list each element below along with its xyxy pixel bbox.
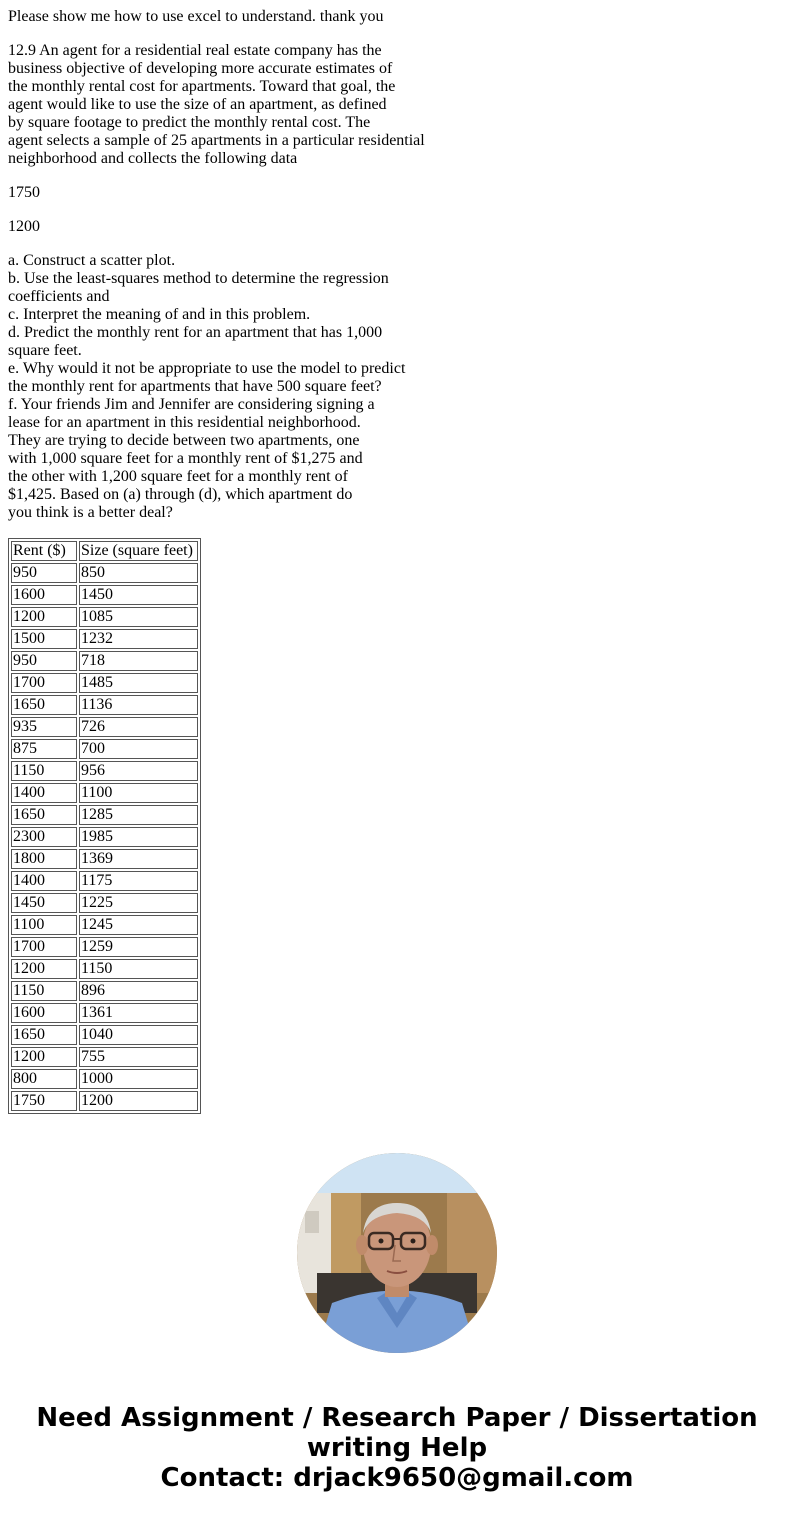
- rent-cell: 800: [11, 1069, 77, 1089]
- size-cell: 700: [79, 739, 198, 759]
- rent-cell: 1600: [11, 585, 77, 605]
- problem-line: agent would like to use the size of an apartment, as defined: [8, 96, 387, 113]
- table-row: [11, 761, 198, 781]
- rent-cell: 1450: [11, 893, 77, 913]
- rent-cell: 1500: [11, 629, 77, 649]
- table-row: [11, 695, 198, 715]
- size-cell: 1369: [79, 849, 198, 869]
- table-row: [11, 783, 198, 803]
- size-cell: 1232: [79, 629, 198, 649]
- table-row: [11, 805, 198, 825]
- intro-text: Please show me how to use excel to understand. thank you: [8, 8, 384, 25]
- table-row: [11, 1003, 198, 1023]
- table-row: [11, 651, 198, 671]
- table-row: [11, 739, 198, 759]
- table-row: [11, 959, 198, 979]
- question-line: with 1,000 square feet for a monthly rent of $1,275 and: [8, 450, 363, 467]
- question-line: $1,425. Based on (a) through (d), which apartment do: [8, 486, 353, 503]
- rent-cell: 950: [11, 563, 77, 583]
- table-row: [11, 849, 198, 869]
- question-line: They are trying to decide between two apartments, one: [8, 432, 360, 449]
- problem-line: neighborhood and collects the following data: [8, 150, 298, 167]
- rent-cell: 1650: [11, 805, 77, 825]
- rent-cell: 1800: [11, 849, 77, 869]
- table-row: [11, 1047, 198, 1067]
- rent-cell: 1700: [11, 673, 77, 693]
- table-header-row: [11, 541, 198, 561]
- rent-cell: 1100: [11, 915, 77, 935]
- problem-line: business objective of developing more accurate estimates of: [8, 60, 393, 77]
- question-line: e. Why would it not be appropriate to use the model to predict: [8, 360, 406, 377]
- table-row: [11, 1069, 198, 1089]
- question-line: c. Interpret the meaning of and in this problem.: [8, 306, 311, 323]
- size-header: Size (square feet): [79, 541, 198, 561]
- table-row: [11, 629, 198, 649]
- question-content: [8, 8, 788, 1114]
- size-cell: 1000: [79, 1069, 198, 1089]
- problem-line: by square footage to predict the monthly rental cost. The: [8, 114, 371, 131]
- table-body: [11, 563, 198, 1111]
- problem-statement: [8, 42, 788, 168]
- rent-cell: 2300: [11, 827, 77, 847]
- size-cell: 1485: [79, 673, 198, 693]
- rent-cell: 1200: [11, 959, 77, 979]
- question-line: coefficients and: [8, 288, 110, 305]
- size-cell: 956: [79, 761, 198, 781]
- rent-cell: 935: [11, 717, 77, 737]
- rent-cell: 1400: [11, 783, 77, 803]
- size-cell: 755: [79, 1047, 198, 1067]
- rent-header: Rent ($): [11, 541, 77, 561]
- table-row: [11, 563, 198, 583]
- size-cell: 1100: [79, 783, 198, 803]
- problem-line: the monthly rental cost for apartments. Toward that goal, the: [8, 78, 396, 95]
- question-line: lease for an apartment in this residential neighborhood.: [8, 414, 361, 431]
- size-cell: 1259: [79, 937, 198, 957]
- question-line: d. Predict the monthly rent for an apartment that has 1,000: [8, 324, 383, 341]
- rent-cell: 950: [11, 651, 77, 671]
- stray-value-2: 1200: [8, 218, 40, 235]
- rent-cell: 1200: [11, 607, 77, 627]
- table-row: [11, 981, 198, 1001]
- problem-line: agent selects a sample of 25 apartments in a particular residential: [8, 132, 425, 149]
- question-line: f. Your friends Jim and Jennifer are considering signing a: [8, 396, 375, 413]
- contact-footer: [0, 1403, 794, 1493]
- question-line: b. Use the least-squares method to determine the regression: [8, 270, 389, 287]
- size-cell: 1175: [79, 871, 198, 891]
- table-row: [11, 871, 198, 891]
- question-line: the other with 1,200 square feet for a monthly rent of: [8, 468, 348, 485]
- table-row: [11, 937, 198, 957]
- table-row: [11, 717, 198, 737]
- avatar-image: [297, 1153, 497, 1353]
- table-row: [11, 915, 198, 935]
- rent-cell: 1600: [11, 1003, 77, 1023]
- table-row: [11, 607, 198, 627]
- size-cell: 1150: [79, 959, 198, 979]
- table-row: [11, 1025, 198, 1045]
- question-line: a. Construct a scatter plot.: [8, 252, 176, 269]
- size-cell: 1200: [79, 1091, 198, 1111]
- footer-line-2: writing Help: [306, 1433, 488, 1463]
- question-line: you think is a better deal?: [8, 504, 173, 521]
- size-cell: 1985: [79, 827, 198, 847]
- rent-cell: 1200: [11, 1047, 77, 1067]
- rent-cell: 1650: [11, 695, 77, 715]
- rent-cell: 1700: [11, 937, 77, 957]
- size-cell: 850: [79, 563, 198, 583]
- rent-cell: 875: [11, 739, 77, 759]
- table-row: [11, 1091, 198, 1111]
- footer-contact-line: Contact: drjack9650@gmail.com: [160, 1463, 634, 1493]
- stray-value-1: 1750: [8, 184, 40, 201]
- table-row: [11, 893, 198, 913]
- question-line: the monthly rent for apartments that have 500 square feet?: [8, 378, 382, 395]
- size-cell: 1040: [79, 1025, 198, 1045]
- size-cell: 896: [79, 981, 198, 1001]
- table-row: [11, 585, 198, 605]
- question-line: square feet.: [8, 342, 82, 359]
- table-row: [11, 827, 198, 847]
- rent-cell: 1150: [11, 761, 77, 781]
- size-cell: 1225: [79, 893, 198, 913]
- size-cell: 1450: [79, 585, 198, 605]
- problem-line: 12.9 An agent for a residential real estate company has the: [8, 42, 382, 59]
- rent-cell: 1150: [11, 981, 77, 1001]
- size-cell: 726: [79, 717, 198, 737]
- size-cell: 1361: [79, 1003, 198, 1023]
- author-avatar: [297, 1153, 497, 1353]
- question-list: [8, 252, 788, 522]
- data-table: [8, 538, 201, 1114]
- size-cell: 1085: [79, 607, 198, 627]
- size-cell: 718: [79, 651, 198, 671]
- size-cell: 1245: [79, 915, 198, 935]
- footer-line-1: Need Assignment / Research Paper / Dissertation: [36, 1403, 758, 1433]
- rent-cell: 1750: [11, 1091, 77, 1111]
- size-cell: 1285: [79, 805, 198, 825]
- rent-cell: 1650: [11, 1025, 77, 1045]
- table-row: [11, 673, 198, 693]
- size-cell: 1136: [79, 695, 198, 715]
- rent-cell: 1400: [11, 871, 77, 891]
